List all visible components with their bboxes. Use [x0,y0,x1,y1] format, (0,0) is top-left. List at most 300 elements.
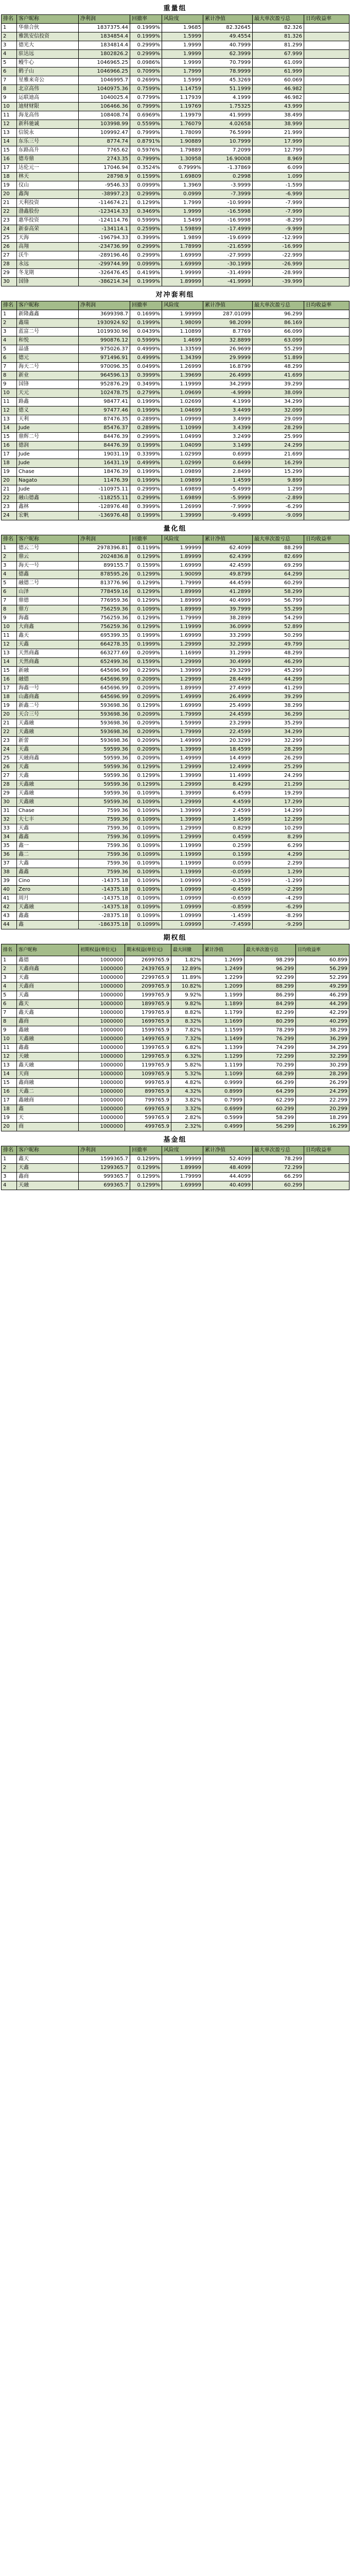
value-cell: 1.1399 [203,1044,244,1053]
value-cell: 1.30958 [162,155,203,164]
nickname-cell: 鑫 [17,1105,79,1114]
nickname-cell: 和悦 [17,336,79,345]
rank-cell: 24 [2,745,17,754]
value-cell: -12.999 [253,234,304,243]
value-cell: 1834814.4 [79,41,130,50]
empty-cell [304,225,349,234]
rank-cell: 9 [2,94,17,103]
value-cell: -10.9999 [203,199,253,208]
table-row [2,76,349,85]
value-cell: 44.4599 [203,579,253,588]
value-cell: 28.4499 [203,675,253,684]
rank-cell: 20 [2,477,17,485]
value-cell: 0.1099% [130,605,162,614]
value-cell: 0.3999% [130,503,162,512]
value-cell: 1.29999 [162,781,203,789]
nickname-cell: 高翔 [17,243,79,251]
value-cell: 1.09999 [162,415,203,424]
nickname-cell: 沃牛 [17,251,79,260]
value-cell: 1299365.7 [79,1164,130,1173]
value-cell: 1.19979 [162,111,203,120]
value-cell: 0.1299% [130,1181,162,1190]
value-cell: 38.299 [253,702,304,710]
empty-cell [304,1173,349,1181]
value-cell: 18.4599 [203,745,253,754]
value-cell: 1.299 [253,868,304,877]
value-cell: 1.9999 [162,208,203,216]
value-cell: 899765.9 [125,1088,171,1096]
nickname-cell: 天融 [17,1053,79,1061]
value-cell: 15.299 [253,468,304,477]
value-cell: 1.69809 [162,173,203,181]
nickname-cell: 天 [17,1114,79,1123]
nickname-cell: 鑫天 [17,1155,79,1164]
table-row [2,763,349,772]
value-cell: 0.1099% [130,894,162,903]
value-cell: 0.1299% [130,1164,162,1173]
value-cell: 78.9999 [203,67,253,76]
value-cell: 0.1099% [130,868,162,877]
table-row [2,190,349,199]
value-cell: 58.299 [244,1114,296,1123]
empty-cell [304,146,349,155]
value-cell: 8.969 [253,155,304,164]
value-cell: 62.4099 [203,544,253,553]
rank-cell: 1 [2,956,17,965]
value-cell: 0.0999% [130,260,162,269]
value-cell: 6.4599 [203,789,253,798]
value-cell: -7.999 [253,208,304,216]
column-header: 净利润 [79,15,130,24]
empty-cell [304,1164,349,1173]
nickname-cell: 新蕾 [17,737,79,745]
value-cell: 1.29999 [162,675,203,684]
value-cell: 645696.99 [79,675,130,684]
value-cell: -1.599 [253,181,304,190]
table-row [2,32,349,41]
value-cell: 2099765.9 [125,982,171,991]
column-header: 日均收益率 [304,15,349,24]
value-cell: 17.299 [253,798,304,807]
value-cell: 0.1599% [130,562,162,570]
value-cell: 1.79889 [162,146,203,155]
table-row [2,886,349,894]
value-cell: 39.299 [253,380,304,389]
rank-cell: 1 [2,544,17,553]
value-cell: 1.89999 [162,605,203,614]
empty-cell [304,588,349,597]
column-header: 客户昵称 [17,15,79,24]
value-cell: 1.39999 [162,816,203,824]
rank-cell: 6 [2,1000,17,1009]
value-cell: 1.79999 [162,579,203,588]
value-cell: 2024836.8 [79,553,130,562]
value-cell: 1199765.9 [125,1061,171,1070]
nickname-cell: 鑫淘 [17,190,79,199]
value-cell: -41.9999 [203,278,253,286]
value-cell: -2.899 [253,494,304,503]
value-cell: 971496.91 [79,354,130,363]
value-cell: 1000000 [79,1088,125,1096]
value-cell: 43.999 [253,103,304,111]
nickname-cell: 新业 [17,371,79,380]
value-cell: 1.69999 [162,1181,203,1190]
value-cell: 699765.9 [125,1105,171,1114]
value-cell: 0.0999% [130,181,162,190]
table-row [2,120,349,129]
value-cell: 23.2999 [203,719,253,728]
rank-cell: 11 [2,1044,17,1053]
rank-cell: 20 [2,710,17,719]
value-cell: 1.2699 [203,956,244,965]
empty-cell [304,173,349,181]
section-title-quant: 量化组 [163,524,187,533]
nickname-cell: 融德二号 [17,579,79,588]
value-cell: 70.7999 [203,59,253,67]
value-cell: 31.2999 [203,649,253,658]
value-cell: 44.4099 [203,1173,253,1181]
column-header: 日均收益率 [296,944,349,956]
value-cell: -6.299 [253,503,304,512]
value-cell: 24.299 [296,1088,349,1096]
value-cell: 82.32645 [203,24,253,32]
value-cell: 0.1999% [130,442,162,450]
value-cell: 952876.29 [79,380,130,389]
value-cell: 86.299 [244,991,296,1000]
value-cell: 778459.16 [79,588,130,597]
value-cell: 964596.13 [79,371,130,380]
value-cell: 96.299 [244,965,296,974]
rank-cell: 36 [2,851,17,859]
value-cell: 1.09999 [162,903,203,912]
value-cell: 776959.36 [79,597,130,605]
value-cell: 25.4999 [203,702,253,710]
value-cell: -14375.18 [79,903,130,912]
value-cell: 0.3399% [130,450,162,459]
value-cell: 7599.36 [79,868,130,877]
value-cell: 0.2899% [130,424,162,433]
value-cell: 1.09999 [162,921,203,929]
empty-cell [304,921,349,929]
value-cell: -1.4599 [203,912,253,921]
nickname-cell: 鑫天融 [17,1061,79,1070]
table-row [2,842,349,851]
value-cell: 72.299 [244,1053,296,1061]
nickname-cell: 鑫二 [17,851,79,859]
rank-cell: 17 [2,1096,17,1105]
value-cell: 0.1299% [130,702,162,710]
value-cell: 0.1099% [130,789,162,798]
empty-cell [304,138,349,146]
value-cell: -7.4599 [203,921,253,929]
column-header: 客户昵称 [17,535,79,544]
value-cell: 1.09999 [162,894,203,903]
value-cell: 1000000 [79,1114,125,1123]
value-cell: 48.299 [253,649,304,658]
table-row [2,912,349,921]
value-cell: -114674.21 [79,199,130,208]
nickname-cell: 周月 [17,894,79,903]
table-header-row [2,15,349,24]
value-cell: 0.2999% [130,50,162,59]
nickname-cell: 海龙高伟 [17,111,79,120]
value-cell: -1.37869 [203,164,253,173]
rank-cell: 6 [2,354,17,363]
rank-cell: 20 [2,190,17,199]
value-cell: 1.69999 [162,562,203,570]
value-cell: 1000000 [79,1070,125,1079]
rank-cell: 17 [2,164,17,173]
value-cell: 1000000 [79,991,125,1000]
empty-cell [304,442,349,450]
table-row [2,1155,349,1164]
value-cell: 1.59999 [162,719,203,728]
table-row [2,50,349,59]
value-cell: 61.099 [253,59,304,67]
value-cell: 102478.75 [79,389,130,398]
nickname-cell: 天鑫融 [17,781,79,789]
value-cell: -299744.99 [79,260,130,269]
value-cell: 20.299 [296,1105,349,1114]
nickname-cell: 鑫商融 [17,1079,79,1088]
rank-cell: 14 [2,658,17,667]
value-cell: 40.299 [296,1018,349,1026]
nickname-cell: 天鑫融 [17,798,79,807]
rank-cell: 1 [2,24,17,32]
nickname-cell: 鑫天 [17,1000,79,1009]
value-cell: 1.89999 [162,588,203,597]
column-header: 风险度 [162,15,203,24]
table-row [2,649,349,658]
value-cell: 8.299 [253,833,304,842]
value-cell: 88.299 [253,544,304,553]
value-cell: 0.4599 [203,833,253,842]
table-row [2,1164,349,1173]
nickname-cell: 鼎德 [17,597,79,605]
nickname-cell: 大鑫 [17,859,79,868]
rank-cell: 13 [2,1061,17,1070]
empty-cell [304,363,349,371]
empty-cell [304,269,349,278]
value-cell: 3.82% [171,1096,203,1105]
value-cell: 0.2999% [130,433,162,442]
value-cell: 33.2999 [203,632,253,640]
value-cell: -0.8599 [203,903,253,912]
rank-cell: 22 [2,494,17,503]
empty-cell [304,345,349,354]
value-cell: 990876.12 [79,336,130,345]
column-header: 风险度 [162,301,203,310]
value-cell: 29.3299 [203,667,253,675]
value-cell: 287.01099 [203,310,253,319]
value-cell: 82.326 [253,24,304,32]
value-cell: -386214.34 [79,278,130,286]
empty-cell [304,912,349,921]
table-row [2,1053,349,1061]
value-cell: 28.299 [296,1070,349,1079]
rank-cell: 17 [2,684,17,693]
value-cell: 0.4199% [130,269,162,278]
value-cell: 1.69899 [162,485,203,494]
value-cell: 32.299 [253,737,304,745]
table-row [2,512,349,520]
empty-cell [304,903,349,912]
nickname-cell: 宏帆 [17,512,79,520]
value-cell: 1.16999 [162,649,203,658]
value-cell: 1.89999 [162,1164,203,1173]
table-row [2,363,349,371]
value-cell: -16.999 [253,243,304,251]
rank-cell: 40 [2,886,17,894]
table-row [2,181,349,190]
value-cell: 59599.36 [79,781,130,789]
column-header: 累计净值 [203,535,253,544]
nickname-cell: 鑫商 [17,1173,79,1181]
nickname-cell: 天利投资 [17,199,79,208]
value-cell: 599765.9 [125,1114,171,1123]
value-cell: 0.1299% [130,570,162,579]
value-cell: 756259.36 [79,623,130,632]
column-header: 日均收益率 [304,301,349,310]
empty-cell [304,260,349,269]
value-cell: -17.4999 [203,225,253,234]
value-cell: 0.1299% [130,623,162,632]
value-cell: 45.3269 [203,76,253,85]
value-cell: 7765.62 [79,146,130,155]
value-cell: 645696.99 [79,693,130,702]
table-row [2,1018,349,1026]
value-cell: 999765.9 [125,1079,171,1088]
empty-cell [304,512,349,520]
nickname-cell: Jude [17,450,79,459]
table-options [1,944,349,1131]
value-cell: 46.299 [253,658,304,667]
value-cell: 62.299 [244,1096,296,1105]
value-cell: 30.4999 [203,658,253,667]
value-cell: 1000000 [79,956,125,965]
value-cell: 0.1099% [130,877,162,886]
value-cell: 9.899 [253,477,304,485]
table-row [2,553,349,562]
value-cell: 1802826.2 [79,50,130,59]
value-cell: 7599.36 [79,859,130,868]
nickname-cell: 天鑫商鑫 [17,965,79,974]
value-cell: 98477.41 [79,398,130,406]
nickname-cell: 冬龙期 [17,269,79,278]
empty-cell [304,477,349,485]
rank-cell: 10 [2,623,17,632]
table-row [2,138,349,146]
table-row [2,380,349,389]
value-cell: 1.59899 [162,225,203,234]
value-cell: 2.82% [171,1114,203,1123]
value-cell: -0.4599 [203,886,253,894]
column-header: 最大单次盈亏总 [253,535,304,544]
value-cell: 0.8299 [203,824,253,833]
value-cell: -9.999 [253,225,304,234]
value-cell: 1000000 [79,1035,125,1044]
value-cell: 4.4599 [203,798,253,807]
value-cell: 32.299 [296,1053,349,1061]
column-header: 日均收益率 [304,535,349,544]
value-cell: -28.999 [253,269,304,278]
empty-cell [304,76,349,85]
nickname-cell: 德光大 [17,41,79,50]
rank-cell: 5 [2,991,17,1000]
rank-cell: 11 [2,632,17,640]
value-cell: 0.1299% [130,614,162,623]
empty-cell [304,310,349,319]
value-cell: 0.1299% [130,1173,162,1181]
value-cell: 24.299 [253,442,304,450]
value-cell: 0.7999% [162,164,203,173]
value-cell: 0.4999 [203,1123,244,1131]
table-row [2,597,349,605]
value-cell: 5.32% [171,1070,203,1079]
value-cell: 56.799 [253,597,304,605]
rank-cell: 14 [2,424,17,433]
value-cell: 1.69999 [162,632,203,640]
value-cell: 12.799 [253,146,304,155]
nickname-cell: 海天一号 [17,562,79,570]
value-cell: 36.0999 [203,623,253,632]
value-cell: 42.4599 [203,562,253,570]
value-cell: 39.7999 [203,605,253,614]
nickname-cell: 天然商鑫 [17,649,79,658]
rank-cell: 15 [2,433,17,442]
value-cell: 1.78999 [162,243,203,251]
value-cell: 25.299 [253,763,304,772]
value-cell: 652499.36 [79,658,130,667]
rank-cell: 28 [2,781,17,789]
value-cell: 22.4599 [203,728,253,737]
rank-cell: 16 [2,155,17,164]
value-cell: 41.699 [253,371,304,380]
value-cell: 0.1099% [130,886,162,894]
empty-cell [304,85,349,94]
value-cell: 88.299 [244,982,296,991]
empty-cell [304,181,349,190]
value-cell: 0.1099% [130,798,162,807]
value-cell: 1.7999 [162,67,203,76]
value-cell: 38.999 [253,120,304,129]
value-cell: -39.999 [253,278,304,286]
value-cell: 81.326 [253,32,304,41]
value-cell: 975026.37 [79,345,130,354]
nickname-cell: 达伦元一 [17,164,79,173]
value-cell: 0.8791% [130,138,162,146]
nickname-cell: 德元 [17,354,79,363]
value-cell: 999365.7 [79,1173,130,1181]
value-cell: 0.1099% [130,912,162,921]
value-cell: 17.999 [253,138,304,146]
table-row [2,702,349,710]
table-row [2,1088,349,1096]
value-cell: 1.79999 [162,728,203,737]
value-cell: 1.1799 [203,1009,244,1018]
rank-cell: 8 [2,605,17,614]
nickname-cell: 永远 [17,260,79,269]
empty-cell [304,798,349,807]
empty-cell [304,459,349,468]
table-row [2,336,349,345]
value-cell: 59599.36 [79,754,130,763]
value-cell: 1000000 [79,1123,125,1131]
value-cell: 645696.99 [79,667,130,675]
value-cell: 0.1099% [130,842,162,851]
value-cell: 1.9685 [162,24,203,32]
empty-cell [304,190,349,199]
